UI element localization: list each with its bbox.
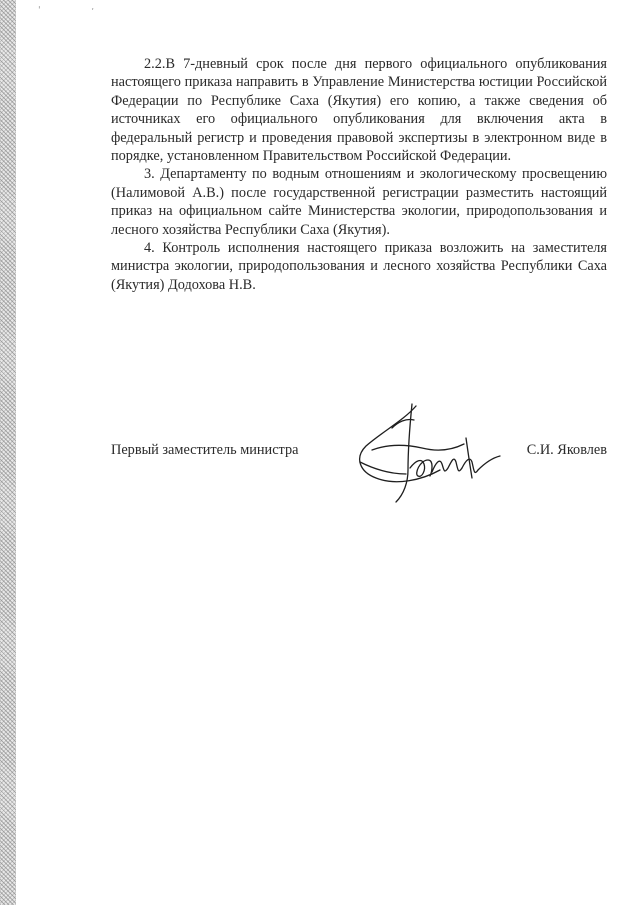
signer-title: Первый заместитель министра — [111, 442, 299, 458]
scan-corner-marks: ˈ ˑ — [38, 6, 119, 16]
scan-edge-artifact — [0, 0, 16, 905]
signature-block — [111, 442, 607, 462]
paragraph-3: 3. Департаменту по водным отношениям и экологическому просвещению (Налимовой А.В.) после государственной регистрации разместить настоящий приказ на официальном сайте Министерства экологии, природопользования и лесного хозяйства Республики Саха (Якутия). — [111, 166, 607, 238]
signer-name: С.И. Яковлев — [526, 442, 607, 458]
paragraph-2-2: 2.2.В 7-дневный срок после дня первого официального опубликования настоящего приказа направить в Управление Министерства юстиции Российской Федерации по Республике Саха (Якутия) его копию, а также сведения об источниках его официального опубликования для включения акта в федеральный регистр и проведения правовой экспертизы в электронном виде в порядке, установленном Правительством Российской Федерации. — [111, 56, 607, 165]
document-body — [111, 55, 607, 294]
paragraph-4: 4. Контроль исполнения настоящего приказа возложить на заместителя министра экологии, природопользования и лесного хозяйства Республики Саха (Якутия) Додохова Н.В. — [111, 240, 607, 293]
